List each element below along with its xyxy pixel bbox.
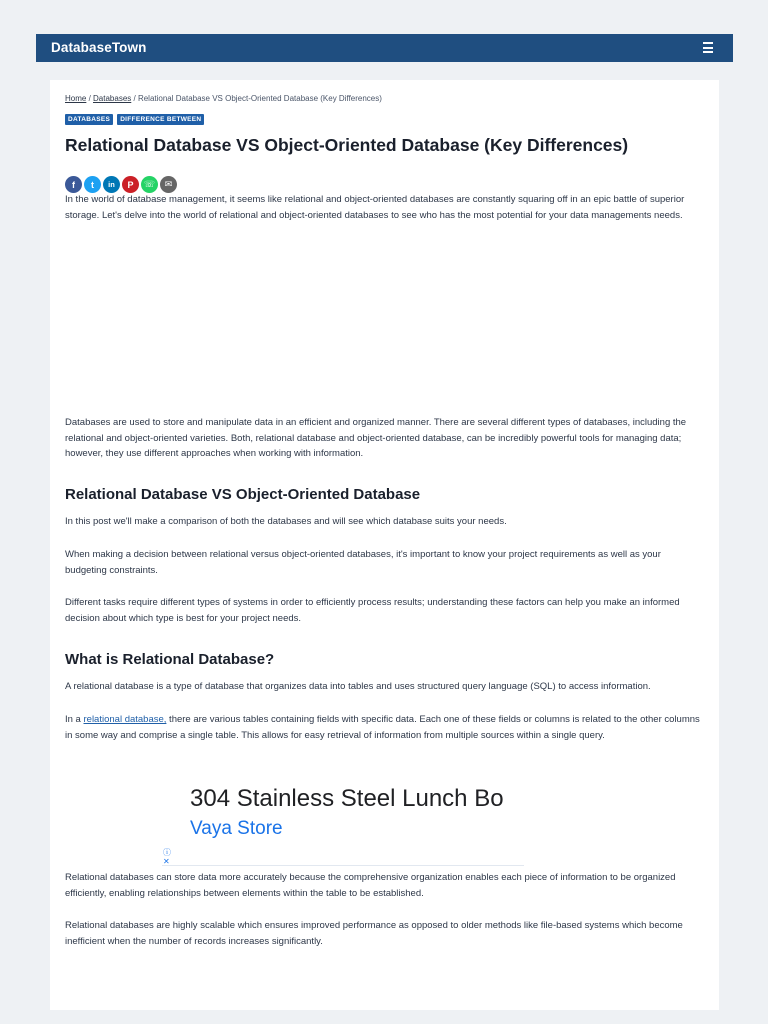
email-icon[interactable]: ✉ <box>160 176 177 193</box>
page-title: Relational Database VS Object-Oriented Database (Key Differences) <box>65 135 629 155</box>
paragraph: In this post we'll make a comparison of both the databases and will see which database suits your needs. <box>65 516 507 527</box>
paragraph: Relational databases can store data more accurately because the comprehensive organization enables each piece of information to be organized efficiently, enabling relationships between elements within the table to be established. <box>65 872 676 899</box>
text: there are various tables containing fields with specific data. Each one of these fields or columns is related to the other columns in some way and comprise a single table. This allows for easy retrieval of information from multiple sources within a single query. <box>65 714 700 741</box>
site-header <box>36 34 733 62</box>
linkedin-icon[interactable]: in <box>103 176 120 193</box>
intro-paragraph: In the world of database management, it seems like relational and object-oriented databases are constantly squaring off in an epic battle of superior storage. Let's delve into the world of relational and object-oriented databases to see who has the most potential for your data managements needs. <box>65 194 685 221</box>
paragraph: A relational database is a type of database that organizes data into tables and uses structured query language (SQL) to access information. <box>65 681 651 692</box>
ad-controls <box>163 848 171 866</box>
share-buttons <box>65 176 177 193</box>
tag-difference-between[interactable]: DIFFERENCE BETWEEN <box>117 114 204 125</box>
tag-databases[interactable]: DATABASES <box>65 114 113 125</box>
breadcrumb-separator: / <box>131 94 138 103</box>
breadcrumb-databases[interactable]: Databases <box>93 94 132 103</box>
paragraph: Different tasks require different types of systems in order to efficiently process results; understanding these factors can help you make an informed decision about which type is best for your project needs. <box>65 597 680 624</box>
ad-title[interactable]: 304 Stainless Steel Lunch Bo <box>190 785 504 812</box>
close-icon[interactable]: ✕ <box>163 857 170 866</box>
ad-store[interactable]: Vaya Store <box>190 818 283 839</box>
paragraph <box>65 712 705 743</box>
pinterest-icon[interactable]: P <box>122 176 139 193</box>
facebook-icon[interactable]: f <box>65 176 82 193</box>
breadcrumb-separator: / <box>86 94 94 103</box>
twitter-icon[interactable]: t <box>84 176 101 193</box>
site-logo[interactable]: DatabaseTown <box>51 40 147 55</box>
whatsapp-icon[interactable]: ☏ <box>141 176 158 193</box>
text: In a <box>65 714 84 725</box>
section-heading: What is Relational Database? <box>65 651 275 668</box>
section-heading: Relational Database VS Object-Oriented Database <box>65 486 421 503</box>
hamburger-icon[interactable] <box>703 42 713 53</box>
breadcrumb-current: Relational Database VS Object-Oriented Database (Key Differences) <box>137 94 382 103</box>
paragraph: When making a decision between relational versus object-oriented databases, it's important to know your project requirements as well as your budgeting constraints. <box>65 549 661 576</box>
article-container <box>50 80 719 1010</box>
relational-database-link[interactable]: relational database, <box>83 714 167 725</box>
info-icon[interactable]: ⓘ <box>163 848 171 857</box>
category-tags <box>65 114 204 125</box>
paragraph: Databases are used to store and manipulate data in an efficient and organized manner. There are several different types of databases, including the relational and object-oriented varieties. Both, relational database and object-oriented database, can be incredibly powerful tools for managing data; however, they use different approaches when working with information. <box>65 417 687 459</box>
breadcrumb <box>65 94 382 103</box>
advertisement[interactable] <box>162 760 524 866</box>
breadcrumb-home[interactable]: Home <box>65 94 87 103</box>
paragraph: Relational databases are highly scalable which ensures improved performance as opposed to older methods like file-based systems which become inefficient when the number of records increases significantly. <box>65 920 683 947</box>
